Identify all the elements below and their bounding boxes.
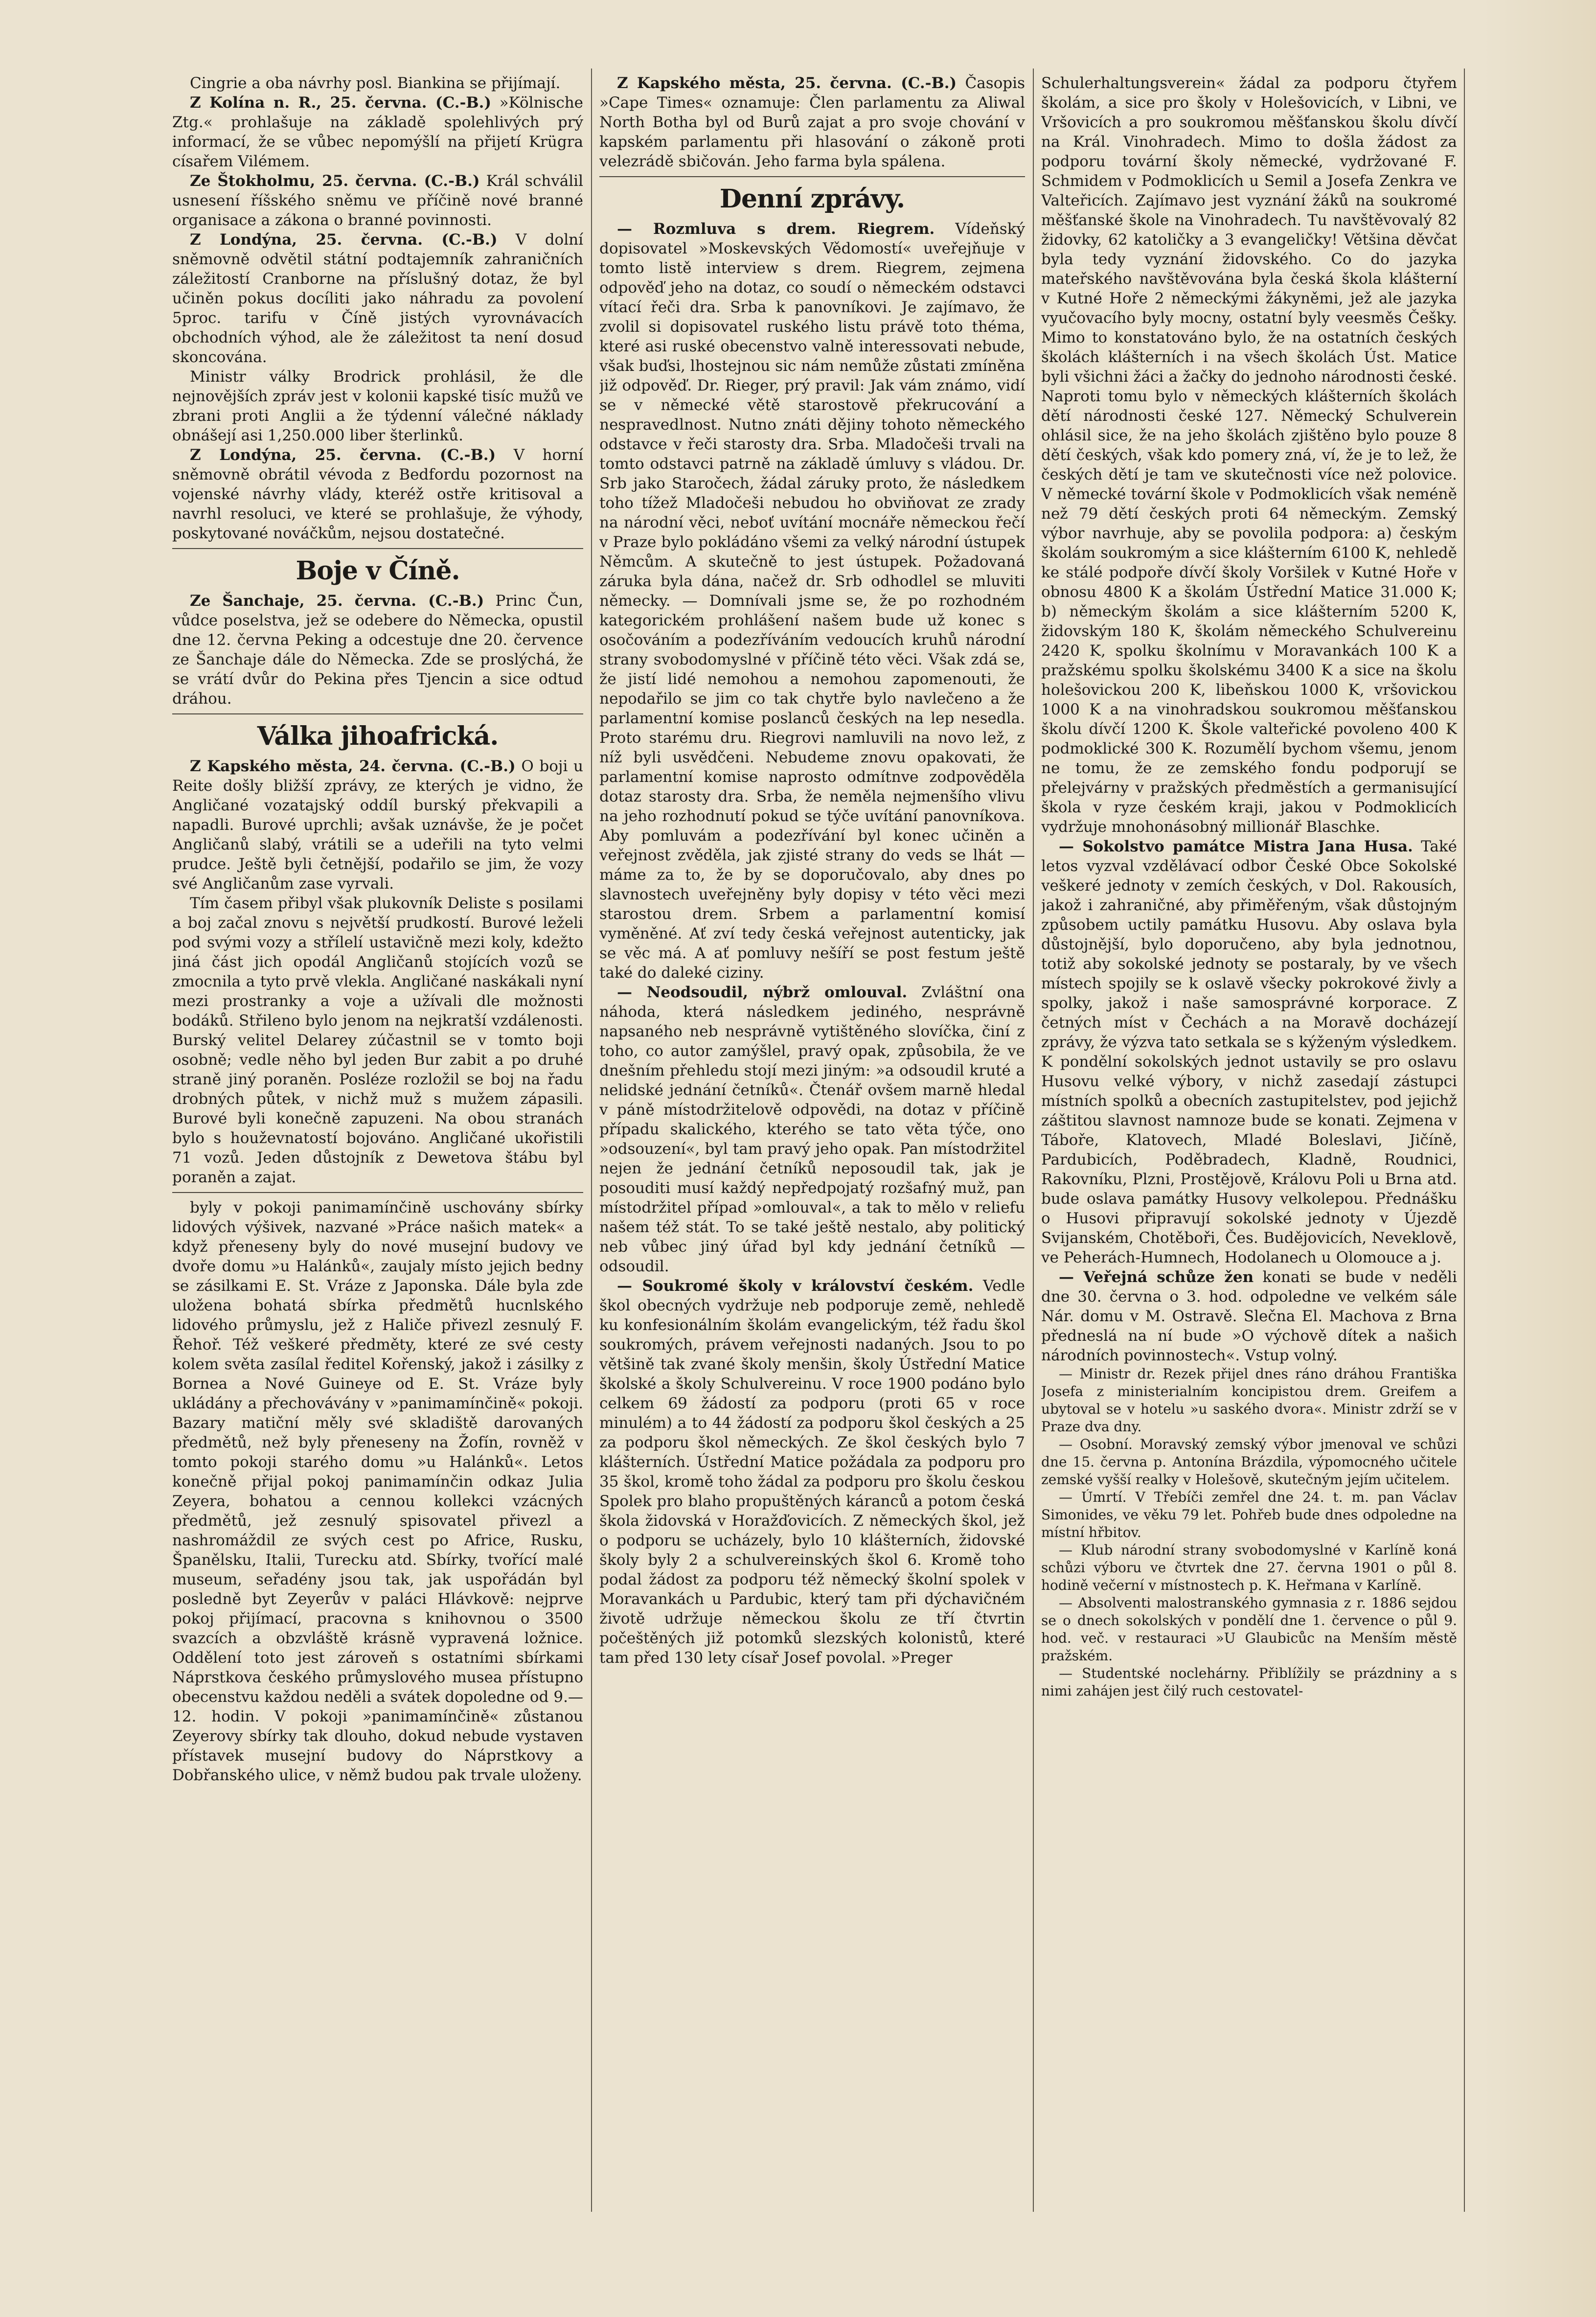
column-divider [1033, 69, 1034, 2212]
news-text: O boji u Reite došly bližší zprávy, ze kterých je vidno, že Angličané vozatajský oddíl burský překvapili a napadli. Burové uprchli; avšak uznávše, že je počet Angličanů slabý, vrátili se a udeřili na tyto velmi prudce. Ještě byli četnější, podařilo se jim, že vozy své Angličanům zase vyrvali. [172, 757, 583, 893]
news-item [1041, 1267, 1457, 1365]
column-1 [172, 73, 583, 2202]
feuilleton-text: byly v pokoji panimamínčině uschovány sbírky lidových výšivek, nazvané »Práce našich matek« a když přeneseny byly do nové musejní budovy ve dvoře domu »u Halánků«, zaujaly místo jejich bedny se zásilkami E. St. Vráze z Japonska. Dále byla zde uložena bohatá sbírka předmětů hucnlského lidového průmyslu, jež z Haliče přivezl zesnulý F. Řehoř. Též veškeré předměty, které ze své cesty kolem světa zasílal ředitel Kořenský, jakož i zásilky z Bornea a Nové Guineye od E. St. Vráze byly ukládány a přechovávány v »panimamínčině« pokoji. Bazary matiční měly své skladiště darovaných předmětů, než byly přeneseny na Žofín, rovněž v tomto pokoji starého domu »u Halánků«. Letos konečně přijal pokoj panimamínčin odkaz Julia Zeyera, bohatou a cennou kollekci vzácných předmětů, jež zesnulý spisovatel přivezl a nashromáždil ze svých cest po Africe, Rusku, Španělsku, Italii, Turecku atd. Sbírky, tvořící malé museum, seřadény jsou tak, jak uspořádán byl posledně byt Zeyerův v paláci Hlávkově: nejprve pokoj přijímací, pracovna s knihovnou o 3500 svazcích a obzvláště krásně vypravená ložnice. Oddělení toto jest zároveň s ostatními sbírkami Náprstkova českého průmyslového musea přístupno obecenstvu každou neděli a svátek dopoledne od 9.—12. hodin. V pokoji »panimamínčině« zůstanou Zeyerovy sbírky tak dlouho, dokud nebude vystaven přístavek musejní budovy do Náprstkovy a Dobřanského ulice, v němž budou pak trvale uloženy. [172, 1199, 583, 1784]
section-rule [172, 1192, 583, 1193]
news-text: Vídeňský dopisovatel »Moskevských Vědomostí« uveřejňuje v tomto listě interview s drem. Riegrem, zejmena odpověď jeho na dotaz, co soudí o německém odstavci vítací řeči dra. Srba k panovníkovi. Je zajímavo, že zvolil si dopisovatel ruského listu právě toto théma, které asi ruské obecenstvo valně interessovati nebude, však buďsi, lhostejnou sic nám nemůže zůstati zmíněna již odpověď. Dr. Rieger, prý pravil: Jak vám známo, vidí se v německé větě starostově překrucování a nespravedlnost. Nutno znáti dějiny tohoto německého odstavce v řeči starosty dra. Srba. Mladočeši trvali na tomto odstavci patrně na základě úmluvy s vládou. Dr. Srb jako Staročech, žádal záruky proto, že následkem toho tížež Mladočeši nebudou ho obviňovat ze zrady na národní věci, neboť uvítání mocnáře německou řečí v Praze bylo pokládáno všemi za velký národní ústupek Němcům. A skutečně to jest ústupek. Požadovaná záruka byla dána, načež dr. Srb odhodlel se mluviti německy. — Domnívali jsme se, že po rozhodném kategorickém prohlášení našem bude už konec s osočováním a podezříváním vedoucích kruhů národní strany svobodomyslné v příčině této věci. Však zdá se, že jistí lidé nemohou a nemohou zapomenouti, že nepodařilo se jim co tak chytře bylo navlečeno a že parlamentní komise poslanců českých na lep nesedla. Proto starému dru. Riegrovi namluvili na novo lež, z níž byli usvědčeni. Nebudeme znovu opakovati, že parlamentní komise naprosto odmítnve zodpověděla dotaz starosty dra. Srba, že neměla nejmenšího vlivu na jeho rozhodnutí pokud se týče uvítání panovníkova. Aby pomluvám a podezřívání byl konec učiněn a veřejnost zvěděla, jak zjisté strany do veds se lhát — máme za to, že by se doporučovalo, aby dnes po slavnostech uveřejněny byly dopisy v této věci mezi starostou drem. Srbem a parlamentní komisí vyměněné. Ať zví tedy česká veřejnost autenticky, jak se věc má. A ať pomluvy nešíří se post festum ještě také do daleké ciziny. [599, 220, 1025, 982]
news-item [599, 219, 1025, 983]
item-lead: — Veřejná schůze žen [1059, 1268, 1254, 1286]
news-text: V horní sněmovně obrátil vévoda z Bedfordu pozornost na vojenské návrhy vlády, kteréž ostře kritisoval a navrhl resoluci, ve které se prohlašuje, že výhody, poskytované nováčkům, nejsou dostatečné. [172, 446, 583, 542]
dateline: Z Kolína n. R., 25. června. (C.-B.) [190, 94, 492, 112]
news-text: »Kölnische Ztg.« prohlašuje na základě spolehlivých prý informací, že se vůbec nepomýšlí na přijetí Krügra císařem Vilémem. [172, 94, 583, 170]
short-notice: — Osobní. Moravský zemský výbor jmenoval ve schůzi dne 15. června p. Antonína Brázdila, výpomocného učitele zemské vyšší realky v Holešově, skutečným jejím učitelem. [1041, 1436, 1457, 1488]
news-text: Časopis »Cape Times« oznamuje: Člen parlamentu za Aliwal North Botha byl od Burů zajat a pro svoje chování v kapském parlamentu při hlasování o zákoně proti velezrádě sbičován. Jeho farma byla spálena. [599, 74, 1025, 170]
news-text: konati se bude v neděli dne 30. června o 3. hod. odpoledne ve velkém sále Nár. domu v M. Ostravě. Slečna El. Machova z Brna předneslá na ní bude »O výchově dítek a našich národních povinnostech«. Vstup volný. [1041, 1268, 1457, 1364]
article-paragraph: Cingrie a oba návrhy posl. Biankina se přijímají. [190, 74, 561, 92]
section-heading-war: Válka jihoafrická. [257, 721, 499, 751]
news-item [172, 230, 583, 367]
news-item [599, 1276, 1025, 1668]
news-item: Schulerhaltungsverein« žádal za podporu čtyřem školám, a sice pro školy v Holešovicích, v Libni, ve Vršovicích a pro soukromou měšťanskou školu dívčí na Král. Vinohradech. Mimo to došla žádost za podporu tovární školy německé, vydržované F. Schmidem v Podmoklicích u Semil a Josefa Zenkra ve Valteřicích. Zajímavo jest vyznání žáků na soukromé měšťanské škole na Vinohradech. Tu navštěvovalý 82 židovky, 62 katoličky a 3 evangeličky! Většina děvčat byla tedy vyznání židovského. Co do jazyka mateřského navštěvována byla česká škola klášterní v Kutné Hoře 2 německými žákyněmi, jež ale jazyka vyučovacího byly mocny, ostatní byly veesměs Češky. Mimo to konstatováno bylo, že na ostatních českých školách klášterních i na všech školách Úst. Matice byli všichni žáci a žačky do jednoho národnosti české. Naproti tomu bylo v německých klášterních školách dětí národnosti české 127. Německý Schulverein ohlásil sice, že na jeho školách zjištěno bylo pouze 8 dětí českých, však kdo pomery zná, ví, že je to lež, že českých dětí je tam ve skutečnosti více než polovice. V německé tovární škole v Podmoklicích však neméně než 79 dětí českých proti 64 německým. Zemský výbor navrhuje, aby se povolila podpora: a) českým školám soukromým a sice klášterním 6100 K, nehledě ke stálé podpoře dívčí školy Voršilek v Kutné Hoře v obnosu 4800 K a školám Ústřední Matice 31.000 K; b) německým školám a sice klášterním 5200 K, židovským 180 K, školám německého Schulvereinu 2420 K, spolku školnímu v Moravankách 100 K a pražskému spolku školskému 3400 K a sice na školu holešovickou 200 K, libeňskou 1000 K, vršovickou 1000 K a na vinohradskou soukromou měšťanskou školu dívčí 1200 K. Škole valteřické povoleno 400 K podmoklické 300 K. Rozumělí bychom všemu, jenom ne tomu, že ze zemského fondu podporují se přelejvárny v pražských předměstích a germanisující škola v ryze českém kraji, jakou v Podmoklicích vydržuje mnohonásobný millionář Blaschke. [1041, 74, 1457, 836]
section-rule [172, 548, 583, 549]
item-lead: — Sokolstvo památce Mistra Jana Husa. [1059, 838, 1413, 855]
news-item [172, 757, 583, 894]
item-lead: — Neodsoudil, nýbrž omlouval. [617, 984, 908, 1001]
news-item: Tím časem přibyl však plukovník Deliste s posilami a boj začal znovu s největší prudkostí. Burové leželi pod svými vozy a střílelí ustavičně mezi koly, kdežto jiná část jich opodál Angličanů stojících vozů se zmocnila a tyto prvě vlekla. Angličané naskákali nyní mezi prostranky a voje a užívali dle možnosti bodáků. Střileno bylo jenom na nejkratší vzdálenosti. Burský velitel Delarey zúčastnil se v tomto boji osobně; vedle něho byl jeden Bur zabit a po druhé straně jiný poraněn. Posléze rozložil se boj na řadu drobných půtek, v nichž muž s mužem zápasili. Burové byli konečně zapuzeni. Na obou stranách bylo s houževnatostí bojováno. Angličané ukořistili 71 vozů. Jeden důstojník z Dewetova štábu byl poraněn a zajat. [172, 895, 583, 1186]
short-notice: — Absolventi malostranského gymnasia z r. 1886 sejdou se o dnech sokolských v pondělí dne 1. července o půl 9. hod. več. v restauraci »U Glaubicůc na Menším městě pražském. [1041, 1595, 1457, 1664]
section-rule [599, 176, 1025, 177]
news-text: Vedle škol obecných vydržuje neb podporuje země, nehledě ku konfesionálním školám evangelickým, též řadu škol soukromých, právem veřejnosti nadaných. Jsou to po většině tak zvané školy menšin, školy Ústřední Matice školské a školy Schulvereinu. V roce 1900 podáno bylo celkem 69 žádostí za podporu (proti 65 v roce minulém) a to 44 žádostí za podporu škol českých a 25 za podporu škol německých. Ze škol českých bylo 7 klášterních. Ústřední Matice požádala za podporu pro 35 škol, kromě toho žádal za podporu pro školu českou Spolek pro blaho propuštěných káranců a potom česká škola židovská v Horažďovicích. Z německých škol, jež o podporu se ucházely, bylo 10 klášterních, židovské školy byly 2 a schulvereinských škol 6. Kromě toho podal žádost za podporu též německý školní spolek v Moravankách u Pardubic, který tam při dýchavičném životě udržuje německou školu ze tří čtvrtin počeštěných již potomků slezských kolonistů, které tam před 130 lety císař Josef povolal. »Preger [599, 1277, 1025, 1667]
short-notice: — Ministr dr. Rezek přijel dnes ráno dráhou Františka Josefa z ministerialním koncipistou drem. Greifem a ubytoval se v hotelu »u saského dvora«. Ministr zdrží se v Praze dva dny. [1041, 1366, 1457, 1435]
section-heading-china: Boje v Číně. [296, 556, 460, 586]
item-lead: — Soukromé školy v království českém. [617, 1277, 974, 1295]
news-item [172, 591, 583, 709]
short-notice: — Studentské noclehárny. Přiblížily se prázdniny a s nimi zahájen jest čilý ruch cestovatel- [1041, 1665, 1457, 1699]
news-text: V dolní sněmovně odvětil státní podtajemník zahraničních záležitostí Cranborne na příslušný dotaz, že byl učiněn pokus docíliti jako náhradu za povolení 5proc. tarifu v Číně jistých vyrovnávacích obchodních výhod, ale že záležitost ta není dosud skoncována. [172, 231, 583, 366]
news-text: Král schválil usnesení říšského sněmu ve příčině nové branné organisace a zákona o branné povinnosti. [172, 172, 583, 229]
short-notice: — Klub národní strany svobodomyslné v Karlíně koná schůzi výboru ve čtvrtek dne 27. června 1901 o půl 8. hodině večerní v místnostech p. K. Heřmana v Karlíně. [1041, 1542, 1457, 1593]
news-item [599, 983, 1025, 1276]
section-heading-daily-news: Denní zprávy. [719, 184, 905, 214]
news-text: Princ Čun, vůdce poselstva, jež se odebere do Německa, opustil dne 12. června Peking a odcestuje dne 20. července ze Šanchaje dále do Německa. Zde se proslýchá, že se vrátí dvůr do Pekina přes Tjencin a sice odtud dráhou. [172, 592, 583, 708]
dateline: Z Kapského města, 24. června. (C.-B.) [190, 757, 516, 775]
dateline: Ze Štokholmu, 25. června. (C.-B.) [190, 172, 480, 190]
dateline: Z Londýna, 25. června. (C.-B.) [190, 231, 498, 249]
dateline: Z Kapského města, 25. června. (C.-B.) [617, 74, 957, 92]
dateline: Z Londýna, 25. června. (C.-B.) [190, 446, 496, 464]
dateline: Ze Šanchaje, 25. června. (C.-B.) [190, 592, 484, 610]
page-edge-shadow [1482, 0, 1596, 2317]
column-divider [1464, 69, 1465, 2212]
news-text: Zvláštní ona náhoda, která následkem jediného, nesprávně napsaného neb nesprávně vytištěného slovíčka, činí z toho, co autor zamýšlel, pravý opak, způsobila, že ve dnešním přehledu stojí mezi jiným: »a odsoudil kruté a nelidské jednání četníků«. Čtenář ovšem marně hledal v páně místodržitelově odpovědi, na dotaz v příčině případu skalického, kterého se tato věta týče, ono »odsouzení«, byl tam pravý jeho opak. Pan místodržitel nejen že jednání četníků neposoudil tak, jak je posouditi musí každý nepředpojatý rozšafný muž, pan místodržitel případ »omlouval«, a tak to mělo v reliefu našem též stát. To se také ještě nestalo, aby politický neb vůbec jiný úřad byl kdy jednání četníků — odsoudil. [599, 984, 1025, 1275]
news-item [172, 171, 583, 230]
news-item: Ministr války Brodrick prohlásil, že dle nejnovějších zpráv jest v kolonii kapské tisíc mužů ve zbrani proti Anglii a že týdenní válečné náklady obnášejí asi 1,250.000 liber šterlinků. [172, 368, 583, 444]
news-text: Také letos vyzval vzdělávací odbor České Obce Sokolské veškeré jednoty v zemích českých, v Dol. Rakousích, jakož i zahraničné, aby přiměřeným, však důstojným způsobem uctily památku Husovu. Aby oslava byla důstojnější, bylo doporučeno, aby byla jednotnou, totiž aby sokolské jednoty se postaraly, by ve všech místech spojily se k oslavě všecky pokrokové živly a spolky, jakož i naše samosprávné korporace. Z četných míst v Čechách a na Moravě docházejí zprávy, že výzva tato setkala se s kýženým výsledkem. K pondělní sokolských jednot ustavily se pro oslavu Husovu velké výbory, v nichž zasedají zástupci místních spolků a obecních zastupitelstev, pod jejichž záštitou slavnost namnoze bude se konati. Zejmena v Táboře, Klatovech, Mladé Boleslavi, Jičíně, Pardubicích, Poděbradech, Kladně, Roudnici, Rakovníku, Plzni, Prostějově, Královu Poli u Brna atd. bude oslava památky Husovy velkolepou. Přednášku o Husovi připravují sokolské jednoty v Újezdě Svijanském, Chotěboři, Čes. Budějovicích, Neveklově, ve Peherách-Humnech, Hodolanech u Olomouce a j. [1041, 838, 1457, 1266]
news-item [172, 93, 583, 171]
news-item [1041, 837, 1457, 1267]
column-divider [591, 69, 592, 2212]
column-3 [1041, 73, 1457, 2207]
news-item [172, 445, 583, 543]
column-2 [599, 73, 1025, 2207]
news-item [599, 73, 1025, 171]
section-rule [172, 713, 583, 714]
item-lead: — Rozmluva s drem. Riegrem. [617, 220, 935, 238]
short-notice: — Úmrtí. V Třebíči zemřel dne 24. t. m. pan Václav Simonides, ve věku 79 let. Pohřeb bude dnes odpoledne na místní hřbitov. [1041, 1489, 1457, 1540]
